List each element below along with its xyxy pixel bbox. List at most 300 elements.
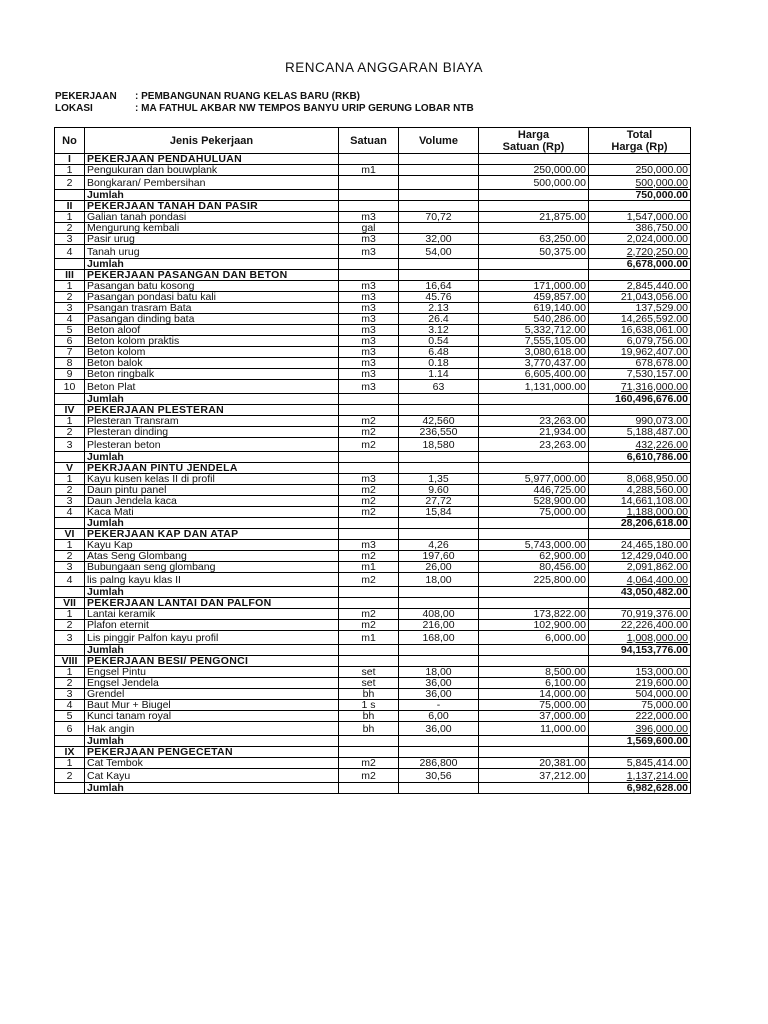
- empty-cell: [399, 394, 479, 405]
- empty-cell: [399, 587, 479, 598]
- item-total: 5,188,487.00: [589, 427, 691, 438]
- item-unit-price: 62,900.00: [479, 551, 589, 562]
- item-no: 1: [55, 540, 85, 551]
- item-volume: 197,60: [399, 551, 479, 562]
- item-name: Beton ringbalk: [85, 369, 339, 380]
- item-name: Daun Jendela kaca: [85, 496, 339, 507]
- item-volume: 63: [399, 380, 479, 394]
- item-no: 9: [55, 369, 85, 380]
- item-unit-price: 37,000.00: [479, 711, 589, 722]
- empty-cell: [339, 518, 399, 529]
- item-name: Lis pinggir Palfon kayu profil: [85, 631, 339, 645]
- table-row: [55, 358, 691, 369]
- empty-cell: [399, 656, 479, 667]
- item-unit: m3: [339, 336, 399, 347]
- table-row: [55, 212, 691, 223]
- table-header-row: [55, 128, 691, 154]
- section-header-row: [55, 747, 691, 758]
- item-unit: m3: [339, 292, 399, 303]
- item-total: 6,079,756.00: [589, 336, 691, 347]
- item-volume: 216,00: [399, 620, 479, 631]
- section-number: III: [55, 270, 85, 281]
- item-name: Pasangan pondasi batu kali: [85, 292, 339, 303]
- item-total: 386,750.00: [589, 223, 691, 234]
- item-volume: 1.14: [399, 369, 479, 380]
- item-no: 3: [55, 438, 85, 452]
- table-row: [55, 700, 691, 711]
- item-name: Kaca Mati: [85, 507, 339, 518]
- empty-cell: [55, 452, 85, 463]
- item-unit: m2: [339, 769, 399, 783]
- item-unit: bh: [339, 722, 399, 736]
- item-name: Beton kolom praktis: [85, 336, 339, 347]
- section-number: IV: [55, 405, 85, 416]
- empty-cell: [589, 405, 691, 416]
- item-name: Engsel Pintu: [85, 667, 339, 678]
- empty-cell: [399, 598, 479, 609]
- pekerjaan-value: : PEMBANGUNAN RUANG KELAS BARU (RKB): [135, 91, 360, 102]
- item-total: 4,064,400.00: [589, 573, 691, 587]
- table-row: [55, 689, 691, 700]
- item-volume: 27,72: [399, 496, 479, 507]
- item-unit-price: 21,875.00: [479, 212, 589, 223]
- item-total: 432,226.00: [589, 438, 691, 452]
- item-unit-price: 23,263.00: [479, 416, 589, 427]
- subtotal-label: Jumlah: [85, 736, 339, 747]
- empty-cell: [479, 405, 589, 416]
- empty-cell: [589, 747, 691, 758]
- table-row: [55, 325, 691, 336]
- item-no: 4: [55, 700, 85, 711]
- section-number: VI: [55, 529, 85, 540]
- item-no: 1: [55, 212, 85, 223]
- item-unit: m2: [339, 496, 399, 507]
- item-unit-price: 3,080,618.00: [479, 347, 589, 358]
- item-total: 137,529.00: [589, 303, 691, 314]
- table-row: [55, 667, 691, 678]
- item-unit: m2: [339, 416, 399, 427]
- item-volume: 0.54: [399, 336, 479, 347]
- empty-cell: [399, 529, 479, 540]
- item-name: Plesteran Transram: [85, 416, 339, 427]
- subtotal-label: Jumlah: [85, 394, 339, 405]
- table-row: [55, 609, 691, 620]
- subtotal-label: Jumlah: [85, 518, 339, 529]
- item-volume: 36,00: [399, 689, 479, 700]
- item-name: Kayu Kap: [85, 540, 339, 551]
- table-row: [55, 347, 691, 358]
- item-unit: m1: [339, 165, 399, 176]
- empty-cell: [339, 394, 399, 405]
- item-unit: m3: [339, 314, 399, 325]
- item-volume: 1,35: [399, 474, 479, 485]
- section-title: PEKERJAAN PENDAHULUAN: [85, 154, 339, 165]
- empty-cell: [479, 259, 589, 270]
- section-header-row: [55, 529, 691, 540]
- table-row: [55, 223, 691, 234]
- item-unit-price: 619,140.00: [479, 303, 589, 314]
- empty-cell: [55, 645, 85, 656]
- section-header-row: [55, 598, 691, 609]
- empty-cell: [479, 154, 589, 165]
- empty-cell: [399, 190, 479, 201]
- item-name: Grendel: [85, 689, 339, 700]
- item-unit-price: 11,000.00: [479, 722, 589, 736]
- table-row: [55, 245, 691, 259]
- item-unit-price: 80,456.00: [479, 562, 589, 573]
- empty-cell: [479, 518, 589, 529]
- item-no: 10: [55, 380, 85, 394]
- item-name: Pasangan batu kosong: [85, 281, 339, 292]
- item-total: 2,720,250.00: [589, 245, 691, 259]
- empty-cell: [399, 747, 479, 758]
- col-total-harga: [589, 128, 691, 154]
- item-name: Bongkaran/ Pembersihan: [85, 176, 339, 190]
- empty-cell: [399, 736, 479, 747]
- empty-cell: [399, 405, 479, 416]
- item-unit: m3: [339, 474, 399, 485]
- item-no: 4: [55, 245, 85, 259]
- item-name: lis palng kayu klas II: [85, 573, 339, 587]
- empty-cell: [399, 518, 479, 529]
- section-title: PEKERJAAN PASANGAN DAN BETON: [85, 270, 339, 281]
- section-title: PEKERJAAN KAP DAN ATAP: [85, 529, 339, 540]
- empty-cell: [479, 270, 589, 281]
- item-no: 4: [55, 573, 85, 587]
- item-unit-price: 102,900.00: [479, 620, 589, 631]
- item-unit-price: 14,000.00: [479, 689, 589, 700]
- section-header-row: [55, 656, 691, 667]
- subtotal-row: [55, 587, 691, 598]
- subtotal-row: [55, 783, 691, 794]
- subtotal-row: [55, 190, 691, 201]
- budget-table: [54, 127, 691, 794]
- item-volume: 236,550: [399, 427, 479, 438]
- empty-cell: [339, 452, 399, 463]
- subtotal-row: [55, 736, 691, 747]
- item-volume: 168,00: [399, 631, 479, 645]
- item-name: Pasir urug: [85, 234, 339, 245]
- item-volume: 6.48: [399, 347, 479, 358]
- empty-cell: [479, 598, 589, 609]
- item-volume: 408,00: [399, 609, 479, 620]
- item-total: 4,288,560.00: [589, 485, 691, 496]
- item-total: 16,638,061.00: [589, 325, 691, 336]
- subtotal-value: 43,050,482.00: [589, 587, 691, 598]
- item-unit-price: 171,000.00: [479, 281, 589, 292]
- item-no: 3: [55, 496, 85, 507]
- table-row: [55, 303, 691, 314]
- item-unit: m2: [339, 438, 399, 452]
- document-title: RENCANA ANGGARAN BIAYA: [284, 60, 484, 75]
- empty-cell: [479, 736, 589, 747]
- item-no: 2: [55, 176, 85, 190]
- item-volume: 16,64: [399, 281, 479, 292]
- section-header-row: [55, 405, 691, 416]
- table-body: [55, 154, 691, 794]
- item-unit-price: 1,131,000.00: [479, 380, 589, 394]
- total-line-2: Harga (Rp): [611, 140, 668, 153]
- item-unit-price: 6,100.00: [479, 678, 589, 689]
- pekerjaan-line: [55, 91, 360, 102]
- empty-cell: [339, 783, 399, 794]
- item-total: 2,845,440.00: [589, 281, 691, 292]
- subtotal-value: 750,000.00: [589, 190, 691, 201]
- subtotal-row: [55, 259, 691, 270]
- item-no: 1: [55, 165, 85, 176]
- table-row: [55, 678, 691, 689]
- empty-cell: [339, 270, 399, 281]
- item-total: 2,024,000.00: [589, 234, 691, 245]
- item-name: Lantai keramik: [85, 609, 339, 620]
- item-unit: m1: [339, 631, 399, 645]
- table-row: [55, 540, 691, 551]
- table-row: [55, 485, 691, 496]
- empty-cell: [589, 201, 691, 212]
- empty-cell: [479, 656, 589, 667]
- item-total: 12,429,040.00: [589, 551, 691, 562]
- empty-cell: [479, 394, 589, 405]
- item-total: 1,547,000.00: [589, 212, 691, 223]
- item-total: 19,962,407.00: [589, 347, 691, 358]
- item-total: 7,530,157.00: [589, 369, 691, 380]
- item-no: 5: [55, 711, 85, 722]
- item-total: 1,008,000.00: [589, 631, 691, 645]
- subtotal-label: Jumlah: [85, 645, 339, 656]
- item-name: Kunci tanam royal: [85, 711, 339, 722]
- item-name: Cat Kayu: [85, 769, 339, 783]
- item-unit-price: 5,332,712.00: [479, 325, 589, 336]
- table-row: [55, 758, 691, 769]
- item-unit-price: 50,375.00: [479, 245, 589, 259]
- item-no: 6: [55, 722, 85, 736]
- item-unit-price: 540,286.00: [479, 314, 589, 325]
- section-number: VII: [55, 598, 85, 609]
- item-unit: m3: [339, 347, 399, 358]
- item-no: 4: [55, 507, 85, 518]
- item-total: 219,600.00: [589, 678, 691, 689]
- empty-cell: [339, 529, 399, 540]
- empty-cell: [479, 190, 589, 201]
- item-unit: m2: [339, 573, 399, 587]
- item-unit-price: 250,000.00: [479, 165, 589, 176]
- subtotal-row: [55, 645, 691, 656]
- empty-cell: [589, 463, 691, 474]
- item-total: 222,000.00: [589, 711, 691, 722]
- item-no: 3: [55, 631, 85, 645]
- empty-cell: [55, 518, 85, 529]
- item-no: 6: [55, 336, 85, 347]
- item-unit: m3: [339, 369, 399, 380]
- empty-cell: [339, 587, 399, 598]
- item-name: Beton balok: [85, 358, 339, 369]
- subtotal-value: 6,678,000.00: [589, 259, 691, 270]
- item-no: 1: [55, 609, 85, 620]
- item-unit-price: 528,900.00: [479, 496, 589, 507]
- item-unit-price: 446,725.00: [479, 485, 589, 496]
- empty-cell: [479, 783, 589, 794]
- item-no: 1: [55, 758, 85, 769]
- item-unit-price: 23,263.00: [479, 438, 589, 452]
- item-unit: m2: [339, 485, 399, 496]
- item-no: 1: [55, 474, 85, 485]
- section-number: I: [55, 154, 85, 165]
- subtotal-label: Jumlah: [85, 783, 339, 794]
- table-row: [55, 496, 691, 507]
- item-total: 8,068,950.00: [589, 474, 691, 485]
- harga-line-1: Harga: [517, 128, 550, 141]
- item-volume: [399, 165, 479, 176]
- item-unit-price: 5,743,000.00: [479, 540, 589, 551]
- item-name: Atas Seng Glombang: [85, 551, 339, 562]
- item-no: 1: [55, 416, 85, 427]
- lokasi-line: [55, 103, 474, 114]
- item-unit-price: 6,000.00: [479, 631, 589, 645]
- item-name: Engsel Jendela: [85, 678, 339, 689]
- lokasi-value: : MA FATHUL AKBAR NW TEMPOS BANYU URIP GERUNG LOBAR NTB: [135, 103, 474, 114]
- item-name: Bubungaan seng glombang: [85, 562, 339, 573]
- item-name: Mengurung kembali: [85, 223, 339, 234]
- item-unit-price: 459,857.00: [479, 292, 589, 303]
- section-number: V: [55, 463, 85, 474]
- item-total: 70,919,376.00: [589, 609, 691, 620]
- table-row: [55, 507, 691, 518]
- item-unit: m2: [339, 609, 399, 620]
- item-name: Beton aloof: [85, 325, 339, 336]
- empty-cell: [399, 783, 479, 794]
- table-row: [55, 165, 691, 176]
- item-unit-price: 173,822.00: [479, 609, 589, 620]
- item-unit-price: 500,000.00: [479, 176, 589, 190]
- item-total: 5,845,414.00: [589, 758, 691, 769]
- empty-cell: [339, 259, 399, 270]
- item-name: Hak angin: [85, 722, 339, 736]
- table-row: [55, 551, 691, 562]
- item-volume: 30,56: [399, 769, 479, 783]
- item-total: 71,316,000.00: [589, 380, 691, 394]
- item-unit: m3: [339, 325, 399, 336]
- item-unit: m2: [339, 427, 399, 438]
- item-unit: m3: [339, 358, 399, 369]
- item-unit-price: 75,000.00: [479, 700, 589, 711]
- col-no: No: [55, 128, 85, 154]
- item-volume: 18,00: [399, 573, 479, 587]
- item-no: 8: [55, 358, 85, 369]
- table-row: [55, 711, 691, 722]
- item-name: Pengukuran dan bouwplank: [85, 165, 339, 176]
- item-total: 504,000.00: [589, 689, 691, 700]
- empty-cell: [479, 747, 589, 758]
- item-volume: 3.12: [399, 325, 479, 336]
- item-volume: 4,26: [399, 540, 479, 551]
- empty-cell: [339, 645, 399, 656]
- empty-cell: [589, 598, 691, 609]
- item-unit-price: 21,934.00: [479, 427, 589, 438]
- item-volume: -: [399, 700, 479, 711]
- empty-cell: [479, 452, 589, 463]
- item-no: 3: [55, 562, 85, 573]
- empty-cell: [339, 736, 399, 747]
- item-unit: m2: [339, 758, 399, 769]
- empty-cell: [479, 201, 589, 212]
- table-row: [55, 620, 691, 631]
- empty-cell: [339, 747, 399, 758]
- section-number: II: [55, 201, 85, 212]
- item-unit-price: 6,605,400.00: [479, 369, 589, 380]
- item-name: Tanah urug: [85, 245, 339, 259]
- item-total: 990,073.00: [589, 416, 691, 427]
- empty-cell: [479, 587, 589, 598]
- subtotal-value: 1,569,600.00: [589, 736, 691, 747]
- item-name: Pasangan dinding bata: [85, 314, 339, 325]
- item-volume: [399, 176, 479, 190]
- item-unit: m3: [339, 540, 399, 551]
- item-unit: set: [339, 667, 399, 678]
- item-total: 153,000.00: [589, 667, 691, 678]
- item-unit: m3: [339, 303, 399, 314]
- section-title: PEKERJAAN LANTAI DAN PALFON: [85, 598, 339, 609]
- total-line-1: Total: [626, 128, 653, 141]
- item-no: 2: [55, 551, 85, 562]
- item-unit: m3: [339, 281, 399, 292]
- item-unit-price: 7,555,105.00: [479, 336, 589, 347]
- item-no: 3: [55, 234, 85, 245]
- subtotal-value: 6,982,628.00: [589, 783, 691, 794]
- item-volume: 36,00: [399, 678, 479, 689]
- item-unit: m2: [339, 551, 399, 562]
- item-unit-price: 225,800.00: [479, 573, 589, 587]
- empty-cell: [339, 598, 399, 609]
- section-header-row: [55, 463, 691, 474]
- section-header-row: [55, 154, 691, 165]
- item-name: Baut Mur + Biugel: [85, 700, 339, 711]
- table-row: [55, 427, 691, 438]
- empty-cell: [55, 394, 85, 405]
- empty-cell: [339, 463, 399, 474]
- item-volume: 42,560: [399, 416, 479, 427]
- item-unit: m3: [339, 234, 399, 245]
- item-no: 2: [55, 678, 85, 689]
- harga-line-2: Satuan (Rp): [502, 140, 565, 153]
- item-unit: set: [339, 678, 399, 689]
- item-no: 1: [55, 281, 85, 292]
- section-title: PEKERJAAN BESI/ PENGONCI: [85, 656, 339, 667]
- item-total: 678,678.00: [589, 358, 691, 369]
- table-row: [55, 176, 691, 190]
- item-volume: 26,00: [399, 562, 479, 573]
- item-volume: 6,00: [399, 711, 479, 722]
- section-number: VIII: [55, 656, 85, 667]
- empty-cell: [339, 190, 399, 201]
- empty-cell: [479, 645, 589, 656]
- empty-cell: [55, 190, 85, 201]
- item-unit-price: 20,381.00: [479, 758, 589, 769]
- col-satuan: Satuan: [339, 128, 399, 154]
- item-no: 2: [55, 769, 85, 783]
- empty-cell: [399, 270, 479, 281]
- col-jenis-pekerjaan: Jenis Pekerjaan: [85, 128, 339, 154]
- item-unit-price: 37,212.00: [479, 769, 589, 783]
- item-volume: 286,800: [399, 758, 479, 769]
- item-volume: 9.60: [399, 485, 479, 496]
- item-unit: m2: [339, 507, 399, 518]
- item-no: 4: [55, 314, 85, 325]
- col-harga-satuan: [479, 128, 589, 154]
- item-no: 2: [55, 223, 85, 234]
- item-no: 3: [55, 689, 85, 700]
- subtotal-label: Jumlah: [85, 587, 339, 598]
- table-row: [55, 631, 691, 645]
